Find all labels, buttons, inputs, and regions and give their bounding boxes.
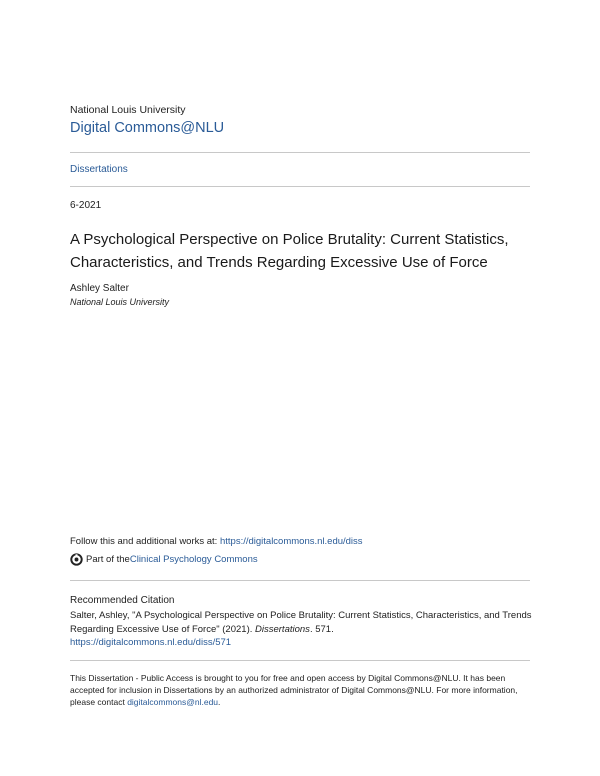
access-notice-text: This Dissertation - Public Access is brought to you for free and open access by Digital Commons@NLU. It has been accepted for inclusion in Dissertations by an authorized administrator of Digital Commons@NLU. For more information, please contact [70, 673, 518, 707]
citation-series: Dissertations [255, 623, 310, 635]
document-title: A Psychological Perspective on Police Brutality: Current Statistics, Characteristics, and Trends Regarding Excessive Use of Force [70, 231, 509, 271]
contact-email-link[interactable]: digitalcommons@nl.edu [127, 697, 219, 707]
clinical-psychology-commons-link[interactable]: Clinical Psychology Commons [129, 554, 258, 565]
citation-url-link[interactable]: https://digitalcommons.nl.edu/diss/571 [70, 637, 232, 648]
citation-text: Salter, Ashley, "A Psychological Perspective on Police Brutality: Current Statistics, Characteristics, and Trends Regarding Excessive Use of Force" (2021). [70, 610, 532, 635]
part-of-line [70, 553, 258, 566]
follow-line [70, 536, 363, 547]
divider-top [70, 152, 530, 153]
follow-url-link[interactable]: https://digitalcommons.nl.edu/diss [219, 536, 363, 547]
series-link[interactable]: Dissertations [70, 164, 128, 175]
citation-heading: Recommended Citation [70, 595, 175, 606]
open-access-icon [70, 553, 83, 566]
repository-link[interactable]: Digital Commons@NLU [70, 120, 225, 136]
author-name: Ashley Salter [70, 283, 129, 294]
author-affiliation: National Louis University [70, 297, 170, 307]
institution-name: National Louis University [70, 104, 186, 116]
divider-footer [70, 660, 530, 661]
publication-date: 6-2021 [70, 200, 102, 211]
divider-citation [70, 580, 530, 581]
access-notice-end: . [218, 697, 221, 707]
access-notice [70, 672, 532, 708]
divider-series [70, 186, 530, 187]
follow-text: Follow this and additional works at: [70, 536, 220, 547]
part-of-prefix: Part of the [86, 554, 130, 565]
citation-number: . 571. [309, 623, 334, 635]
citation-body [70, 609, 532, 650]
